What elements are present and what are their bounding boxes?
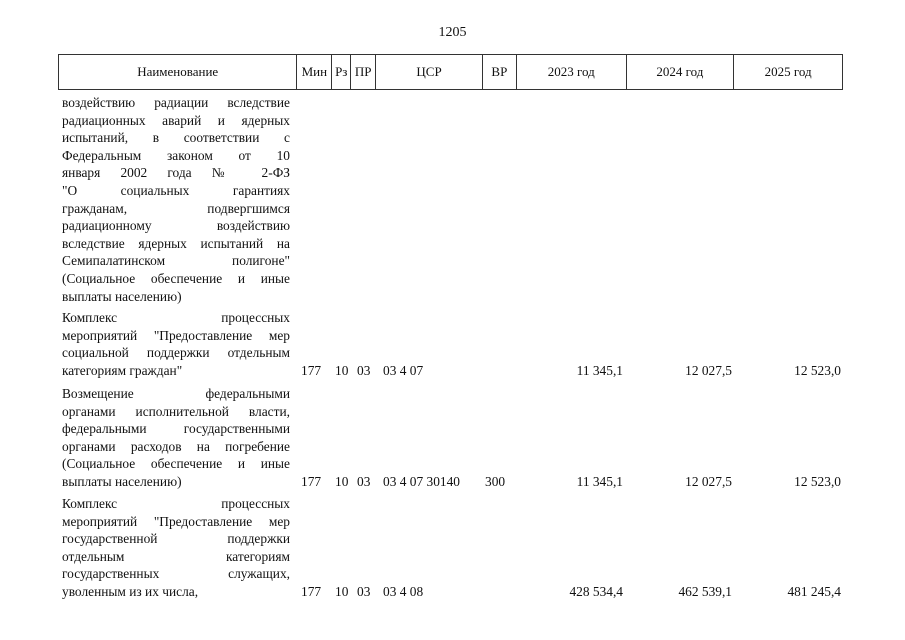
- header-name: Наименование: [59, 55, 297, 89]
- cell-rz: 10: [335, 362, 349, 378]
- row-name-line: уволенным из их числа,: [62, 583, 199, 599]
- row-name-line: государственных служащих,: [62, 566, 290, 582]
- table-header: [58, 54, 843, 90]
- row-name-line: мероприятий "Предоставление мер: [62, 327, 290, 343]
- header-vr: ВР: [483, 55, 517, 89]
- cell-y2023: 428 534,4: [569, 584, 623, 599]
- row-name: [62, 94, 290, 305]
- row-name-line: Семипалатинском полигоне": [62, 253, 290, 269]
- row-name-line: государственной поддержки: [62, 531, 290, 547]
- cell-csr: 03 4 08: [383, 584, 424, 599]
- cell-min: 177: [301, 474, 322, 489]
- row-name-line: мероприятий "Предоставление мер: [62, 513, 290, 529]
- row-name: [62, 495, 290, 601]
- cell-min: 177: [301, 362, 322, 378]
- row-name-line: испытаний, в соответствии с: [62, 130, 290, 146]
- cell-rz: 10: [335, 584, 349, 599]
- row-name-line: (Социальное обеспечение и иные: [62, 456, 290, 472]
- row-name-line: Комплекс процессных: [62, 496, 290, 511]
- cell-y2025: 481 245,4: [787, 584, 841, 599]
- cell-y2024: 12 027,5: [685, 362, 732, 378]
- cell-y2024: 12 027,5: [685, 474, 732, 489]
- row-name-line: воздействию радиации вследствие: [62, 95, 290, 110]
- header-2025: 2025 год: [764, 64, 812, 79]
- cell-pr: 03: [357, 362, 371, 378]
- cell-rz: 10: [335, 474, 349, 489]
- header-2024: 2024 год: [627, 55, 735, 89]
- header-csr: ЦСР: [376, 55, 483, 89]
- row-name-line: "О социальных гарантиях: [62, 182, 290, 198]
- row-name-line: органами расходов на погребение: [62, 438, 290, 454]
- row-name-line: выплаты населению): [62, 473, 182, 489]
- row-name-line: Возмещение федеральными: [62, 386, 290, 401]
- cell-y2023: 11 345,1: [576, 474, 623, 489]
- cell-csr: 03 4 07: [383, 362, 424, 378]
- cell-y2023: 11 345,1: [576, 362, 623, 378]
- cell-y2025: 12 523,0: [794, 362, 841, 378]
- header-rz: Рз: [332, 55, 351, 89]
- row-name-line: радиационному воздействию: [62, 218, 290, 234]
- row-name-line: Комплекс процессных: [62, 310, 290, 325]
- row-name-line: выплаты населению): [62, 288, 182, 304]
- cell-y2024: 462 539,1: [678, 584, 732, 599]
- row-name-line: Федеральным законом от 10: [62, 147, 290, 163]
- row-name: [62, 385, 290, 491]
- row-name-line: января 2002 года № 2-ФЗ: [62, 165, 290, 181]
- header-2023: 2023 год: [517, 55, 627, 89]
- cell-pr: 03: [357, 474, 371, 489]
- row-name-line: радиационных аварий и ядерных: [62, 112, 290, 128]
- row-name-line: органами исполнительной власти,: [62, 403, 290, 419]
- row-name-line: отдельным категориям: [62, 548, 290, 564]
- row-name-line: (Социальное обеспечение и иные: [62, 270, 290, 286]
- row-name-line: гражданам, подвергшимся: [62, 200, 290, 216]
- header-min: Мин: [297, 55, 332, 89]
- row-name-line: категориям граждан": [62, 362, 183, 378]
- cell-y2025: 12 523,0: [794, 474, 841, 489]
- cell-csr: 03 4 07 30140: [383, 474, 460, 489]
- row-name-line: вследствие ядерных испытаний на: [62, 235, 290, 251]
- page-number: 1205: [438, 25, 467, 40]
- row-name-line: социальной поддержки отдельным: [62, 345, 290, 361]
- header-pr: ПР: [351, 55, 376, 89]
- cell-min: 177: [301, 584, 322, 599]
- row-name: [62, 309, 290, 379]
- cell-vr: 300: [485, 474, 506, 489]
- row-name-line: федеральными государственными: [62, 421, 290, 437]
- cell-pr: 03: [357, 584, 371, 599]
